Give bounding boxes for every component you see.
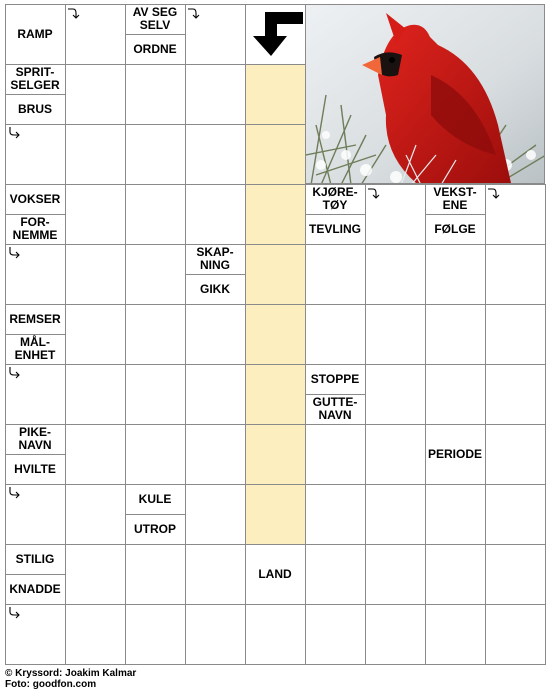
- cardinal-photo: [305, 4, 545, 184]
- clue-kjore-toy: KJØRE-TØY: [312, 185, 358, 212]
- clue-gutte-navn: GUTTE-NAVN: [312, 395, 358, 422]
- clue-remser: REMSER: [9, 311, 61, 326]
- clue-av-seg-selv: AV SEG SELV: [132, 5, 178, 32]
- grid-cell[interactable]: [185, 124, 246, 185]
- corner-arrow-icon: [7, 366, 21, 380]
- clue-skap-ning: SKAP-NING: [196, 245, 234, 272]
- corner-arrow-icon: [187, 6, 201, 20]
- clue-folge: FØLGE: [434, 221, 476, 236]
- grid-cell[interactable]: [185, 364, 246, 425]
- clue-knadde: KNADDE: [9, 581, 61, 596]
- grid-cell[interactable]: [125, 304, 186, 365]
- grid-cell[interactable]: [65, 124, 126, 185]
- grid-cell[interactable]: [185, 604, 246, 665]
- clue-pike-navn: PIKE-NAVN: [18, 425, 52, 452]
- grid-cell[interactable]: [305, 244, 366, 305]
- grid-cell[interactable]: [185, 184, 246, 245]
- grid-cell[interactable]: [425, 244, 486, 305]
- grid-cell[interactable]: [245, 484, 306, 545]
- grid-cell[interactable]: [365, 304, 426, 365]
- grid-cell[interactable]: [65, 64, 126, 125]
- grid-cell[interactable]: [365, 484, 426, 545]
- clue-stoppe: STOPPE: [310, 371, 360, 386]
- grid-cell[interactable]: [65, 244, 126, 305]
- grid-cell[interactable]: [125, 184, 186, 245]
- corner-arrow-icon: [7, 126, 21, 140]
- grid-cell[interactable]: [485, 544, 546, 605]
- grid-cell[interactable]: [245, 304, 306, 365]
- grid-cell[interactable]: [305, 544, 366, 605]
- clue-land: LAND: [258, 566, 292, 581]
- grid-cell[interactable]: [365, 604, 426, 665]
- clue-divider: [5, 94, 66, 95]
- clue-vokser: VOKSER: [9, 191, 61, 206]
- grid-cell[interactable]: [245, 244, 306, 305]
- credit-author: © Kryssord: Joakim Kalmar: [5, 668, 137, 679]
- grid-cell[interactable]: [485, 364, 546, 425]
- grid-cell[interactable]: [425, 304, 486, 365]
- clue-divider: [425, 214, 486, 215]
- grid-cell[interactable]: [365, 424, 426, 485]
- grid-cell[interactable]: [245, 364, 306, 425]
- grid-cell[interactable]: [245, 124, 306, 185]
- grid-cell[interactable]: [65, 424, 126, 485]
- grid-cell[interactable]: [125, 244, 186, 305]
- grid-cell[interactable]: [485, 244, 546, 305]
- grid-cell[interactable]: [425, 544, 486, 605]
- grid-cell[interactable]: [125, 424, 186, 485]
- grid-cell[interactable]: [425, 604, 486, 665]
- clue-gikk: GIKK: [200, 281, 230, 296]
- clue-ramp: RAMP: [17, 26, 53, 41]
- credit-photo: Foto: goodfon.com: [5, 679, 97, 690]
- clue-ordne: ORDNE: [133, 41, 177, 56]
- clue-maal-enhet: MÅL-ENHET: [14, 335, 56, 362]
- grid-cell[interactable]: [125, 604, 186, 665]
- corner-arrow-icon: [7, 606, 21, 620]
- grid-cell[interactable]: [425, 484, 486, 545]
- clue-periode: PERIODE: [427, 446, 482, 461]
- clue-kule: KULE: [138, 491, 172, 506]
- grid-cell[interactable]: [425, 364, 486, 425]
- clue-utrop: UTROP: [134, 521, 176, 536]
- corner-arrow-icon: [67, 6, 81, 20]
- grid-cell[interactable]: [125, 544, 186, 605]
- clue-divider: [125, 514, 186, 515]
- grid-cell[interactable]: [65, 604, 126, 665]
- clue-sprit-selger: SPRIT-SELGER: [10, 65, 60, 92]
- grid-cell[interactable]: [125, 124, 186, 185]
- grid-cell[interactable]: [245, 64, 306, 125]
- clue-divider: [5, 334, 66, 335]
- grid-cell[interactable]: [485, 604, 546, 665]
- grid-cell[interactable]: [125, 64, 186, 125]
- grid-cell[interactable]: [65, 544, 126, 605]
- corner-arrow-icon: [367, 186, 381, 200]
- corner-arrow-icon: [7, 486, 21, 500]
- grid-cell[interactable]: [365, 544, 426, 605]
- big-down-left-arrow-icon: [245, 4, 305, 64]
- credits: [5, 668, 136, 690]
- clue-divider: [5, 454, 66, 455]
- clue-divider: [185, 274, 246, 275]
- grid-cell[interactable]: [185, 484, 246, 545]
- grid-cell[interactable]: [485, 424, 546, 485]
- clue-divider: [305, 394, 366, 395]
- grid-cell[interactable]: [485, 304, 546, 365]
- clue-for-nemme: FOR-NEMME: [12, 215, 58, 242]
- grid-cell[interactable]: [185, 64, 246, 125]
- clue-stilig: STILIG: [15, 551, 55, 566]
- grid-cell[interactable]: [245, 184, 306, 245]
- cardinal-bird-image: [306, 5, 545, 184]
- grid-cell[interactable]: [305, 484, 366, 545]
- grid-cell[interactable]: [65, 484, 126, 545]
- clue-vekst-ene: VEKST-ENE: [433, 185, 477, 212]
- grid-cell[interactable]: [365, 244, 426, 305]
- clue-divider: [5, 574, 66, 575]
- grid-cell[interactable]: [305, 304, 366, 365]
- grid-cell[interactable]: [65, 184, 126, 245]
- grid-cell[interactable]: [485, 484, 546, 545]
- grid-cell[interactable]: [245, 604, 306, 665]
- clue-brus: BRUS: [17, 101, 52, 116]
- grid-cell[interactable]: [185, 304, 246, 365]
- corner-arrow-icon: [487, 186, 501, 200]
- grid-cell[interactable]: [185, 424, 246, 485]
- clue-tevling: TEVLING: [308, 221, 361, 236]
- grid-cell[interactable]: [305, 604, 366, 665]
- grid-cell[interactable]: [125, 364, 186, 425]
- corner-arrow-icon: [7, 246, 21, 260]
- clue-divider: [5, 214, 66, 215]
- grid-cell[interactable]: [65, 304, 126, 365]
- clue-divider: [125, 34, 186, 35]
- grid-cell[interactable]: [65, 364, 126, 425]
- grid-cell[interactable]: [185, 544, 246, 605]
- crossword-grid: [5, 4, 545, 664]
- grid-cell[interactable]: [245, 424, 306, 485]
- clue-hvilte: HVILTE: [14, 461, 56, 476]
- grid-cell[interactable]: [365, 364, 426, 425]
- grid-cell[interactable]: [305, 424, 366, 485]
- clue-divider: [305, 214, 366, 215]
